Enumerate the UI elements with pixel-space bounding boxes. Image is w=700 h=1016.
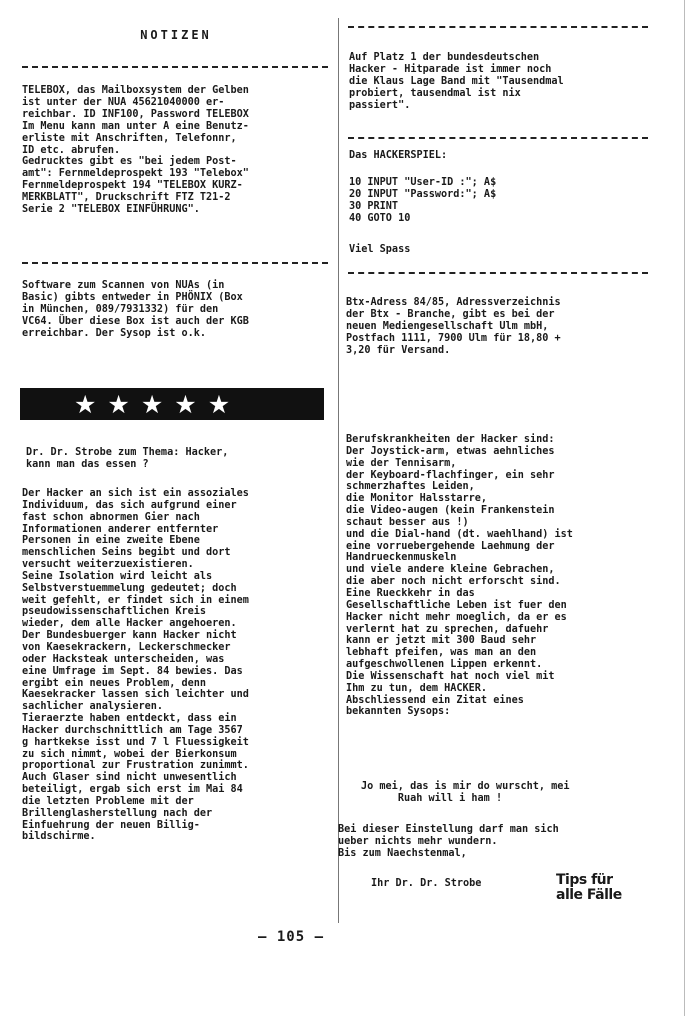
berufskrankheiten-article: Berufskrankheiten der Hacker sind: Der Joystick-arm, etwas aehnliches wie der Tennisarm, der Keyboard-flachfinger, ein sehr schmerzhaftes Leiden, die Monitor Halsstarre, die Video-augen (kein Frankenstein schaut besser aus !) und die Dial-hand (dt. waehlhand) ist eine vorruebergehende Laehmung der Handrueckenmuskeln und viele andere kleine Gebrachen, die aber noch nicht erforscht sind. Eine Rueckkehr in das Gesellschaftliche Leben ist fuer den Hacker nicht mehr moeglich, da er es verlernt hat zu sprechen, dafuehr kann er jetzt mit 300 Baud sehr lebhaft pfeifen, was man an den aufgeschwollenen Lippen erkennt. Die Wissenschaft hat noch viel mit Ihm zu tun, dem HACKER. Abschliessend ein Zitat eines bekannten Sysops: bbox=[346, 434, 573, 718]
star-icon: ★ bbox=[140, 389, 164, 419]
strobe-article-body: Der Hacker an sich ist ein assoziales Individuum, das sich aufgrund einer fast schon abnormen Gier nach Informationen anderer entfernter Personen in eine zweite Ebene menschlichen Seins begibt und dort versucht weiterzuexistieren. Seine Isolation wird leicht als Selbstverstuemmelung gedeutet; doch weit gefehlt, er findet sich in einem pseudowissenschaftlichen Kreis wieder, dem alle Hacker angehoeren. Der Bundesbuerger kann Hacker nicht von Kaesekrackern, Leckerschmecker oder Hacksteak unterscheiden, was eine Umfrage im Sept. 84 bewies. Das ergibt ein neues Problem, denn Kaesekracker lassen sich leichter und sachlicher analysieren. Tieraerzte haben entdeckt, dass ein Hacker durchschnittlich am Tage 3567 g hartkekse isst und 7 l Fluessigkeit zu sich nimmt, wobei der Bierkonsum proportional zur Frustration zunimmt. Auch Glaser sind nicht unwesentlich beteiligt, ergab sich erst im Mai 84 die letzten Probleme mit der Brillenglasherstellung nach der Einfuehrung der neuen Billig- bildschirme. bbox=[22, 488, 249, 843]
separator-line bbox=[348, 26, 648, 28]
star-icon: ★ bbox=[74, 389, 97, 419]
star-icon: ★ bbox=[207, 389, 231, 419]
btx-notice: Btx-Adress 84/85, Adressverzeichnis der Btx - Branche, gibt es bei der neuen Mediengesellschaft Ulm mbH, Postfach 1111, 7900 Ulm für 18,80 + 3,20 für Versand. bbox=[346, 297, 561, 356]
telebox-notice: TELEBOX, das Mailboxsystem der Gelben ist unter der NUA 45621040000 er- reichbar. ID INF100, Password TELEBOX Im Menu kann man unter A eine Benutz- erliste mit Anschriften, Telefonnr, ID etc. abrufen. Gedrucktes gibt es "bei jedem Post- amt": Fernmeldeprospekt 193 "Telebox" Fernmeldeprospekt 194 "TELEBOX KURZ- MERKBLATT", Druckschrift FTZ T21-2 Serie 2 "TELEBOX EINFÜHRUNG". bbox=[22, 85, 249, 216]
software-notice: Software zum Scannen von NUAs (in Basic) gibts entweder in PHÖNIX (Box in München, 089/7931332) für den VC64. Über diese Box ist auch der KGB erreichbar. Der Sysop ist o.k. bbox=[22, 280, 249, 339]
page-title: NOTIZEN bbox=[140, 28, 212, 42]
star-icon: ★ bbox=[174, 389, 197, 419]
separator-line bbox=[22, 66, 328, 68]
hackerspiel-title: Das HACKERSPIEL: bbox=[349, 150, 448, 161]
strobe-heading: Dr. Dr. Strobe zum Thema: Hacker, kann man das essen ? bbox=[26, 447, 229, 470]
page-number: — 105 — bbox=[258, 929, 325, 945]
hitparade-notice: Auf Platz 1 der bundesdeutschen Hacker - Hitparade ist immer noch die Klaus Lage Band mit "Tausendmal probiert, tausendmal ist nix passiert". bbox=[349, 52, 564, 111]
sysop-quote: Jo mei, das is mir do wurscht, mei Ruah will i ham ! bbox=[361, 781, 570, 804]
page-edge bbox=[684, 0, 685, 1016]
separator-line bbox=[348, 272, 648, 274]
signature: Ihr Dr. Dr. Strobe bbox=[371, 878, 482, 889]
star-banner bbox=[20, 388, 324, 420]
separator-line bbox=[22, 262, 328, 264]
star-icon: ★ bbox=[107, 389, 130, 419]
tips-logo: Tips für alle Fälle bbox=[556, 872, 622, 903]
hackerspiel-code: 10 INPUT "User-ID :"; A$ 20 INPUT "Password:"; A$ 30 PRINT 40 GOTO 10 bbox=[349, 177, 497, 224]
viel-spass-text: Viel Spass bbox=[349, 244, 411, 255]
separator-line bbox=[348, 137, 648, 139]
column-divider bbox=[338, 18, 339, 923]
closing-text: Bei dieser Einstellung darf man sich ueber nichts mehr wundern. Bis zum Naechstenmal, bbox=[338, 824, 559, 859]
